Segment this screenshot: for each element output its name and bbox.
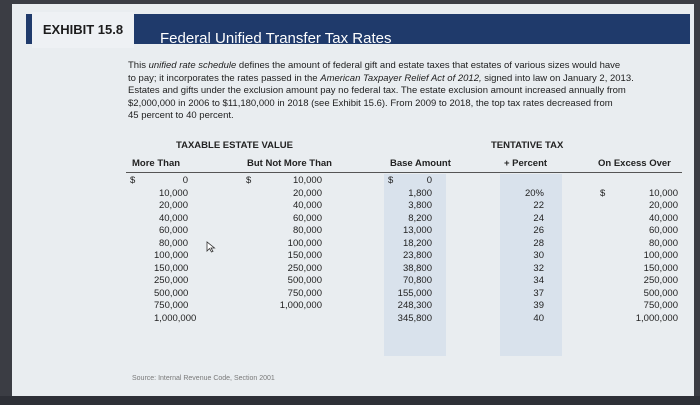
cell-more-than: 150,000 xyxy=(154,262,189,274)
table-row xyxy=(126,263,682,276)
cell-percent: 26 xyxy=(533,225,544,236)
intro-line2-italic: American Taxpayer Relief Act of 2012, xyxy=(320,72,482,84)
cell-more-than: 40,000 xyxy=(158,212,188,224)
cell-more-than: 250,000 xyxy=(154,275,189,286)
table-row xyxy=(126,313,682,326)
cell-percent: 30 xyxy=(533,250,544,261)
currency-sign-base-amount: $ xyxy=(388,175,394,186)
intro-line3: Estates and gifts under the exclusion amount pay no federal tax. The estate exclusion amount increased annually from xyxy=(128,85,626,96)
cell-excess-over: 1,000,000 xyxy=(635,312,678,324)
cell-not-more-than: 100,000 xyxy=(287,237,322,249)
cell-not-more-than: 20,000 xyxy=(292,187,322,199)
cell-not-more-than: 500,000 xyxy=(287,275,322,286)
cell-base-amount: 0 xyxy=(426,175,432,186)
cell-base-amount: 155,000 xyxy=(397,287,432,299)
cell-excess-over: 40,000 xyxy=(648,212,678,224)
cell-more-than: 0 xyxy=(182,175,188,186)
page-title: Federal Unified Transfer Tax Rates xyxy=(160,30,392,47)
cell-more-than: 1,000,000 xyxy=(154,312,197,324)
cell-base-amount: 38,800 xyxy=(402,262,432,274)
col-header-not-more-than: But Not More Than xyxy=(247,158,332,169)
cell-excess-over: 150,000 xyxy=(643,262,678,274)
cell-not-more-than: 150,000 xyxy=(287,250,322,261)
cell-base-amount: 13,000 xyxy=(402,225,432,236)
cell-more-than: 500,000 xyxy=(154,287,189,299)
cell-percent: 32 xyxy=(533,262,544,274)
col-header-percent: + Percent xyxy=(504,158,548,169)
table-row xyxy=(126,300,682,313)
col-header-more-than: More Than xyxy=(132,158,181,169)
cell-base-amount: 70,800 xyxy=(402,275,432,286)
cell-percent: 37 xyxy=(533,287,544,299)
cell-percent: 24 xyxy=(533,212,544,224)
cell-excess-over: 250,000 xyxy=(643,275,678,286)
cell-base-amount: 18,200 xyxy=(402,237,432,249)
cell-not-more-than: 80,000 xyxy=(292,225,322,236)
table-row xyxy=(126,188,682,201)
cell-not-more-than: 10,000 xyxy=(292,175,322,186)
cell-not-more-than: 1,000,000 xyxy=(279,300,322,311)
currency-sign-excess: $ xyxy=(600,187,606,199)
currency-sign-not-more-than: $ xyxy=(246,175,252,186)
group-header-tentative: TENTATIVE TAX xyxy=(491,140,564,151)
cell-more-than: 80,000 xyxy=(158,237,188,249)
exhibit-label: EXHIBIT 15.8 xyxy=(32,12,134,48)
cell-more-than: 750,000 xyxy=(154,300,189,311)
intro-line5: 45 percent to 40 percent. xyxy=(128,110,234,121)
intro-line1-post: defines the amount of federal gift and estate taxes that estates of various sizes would have xyxy=(236,60,621,71)
cell-excess-over: 500,000 xyxy=(643,287,678,299)
cell-percent: 40 xyxy=(533,312,544,324)
cell-excess-over: 100,000 xyxy=(643,250,678,261)
intro-line1-pre: This xyxy=(128,60,149,71)
table-row xyxy=(126,275,682,288)
table-row xyxy=(126,200,682,213)
table-row xyxy=(126,213,682,226)
cell-more-than: 20,000 xyxy=(158,200,188,211)
table-row xyxy=(126,175,682,188)
cell-excess-over: 20,000 xyxy=(648,200,678,211)
col-header-excess: On Excess Over xyxy=(598,158,671,169)
cell-not-more-than: 40,000 xyxy=(292,200,322,211)
cell-not-more-than: 60,000 xyxy=(292,212,322,224)
group-header-taxable: TAXABLE ESTATE VALUE xyxy=(176,140,293,151)
cell-base-amount: 8,200 xyxy=(408,212,432,224)
cell-percent: 34 xyxy=(533,275,544,286)
cell-base-amount: 1,800 xyxy=(408,187,432,199)
header-rule xyxy=(126,172,682,173)
document-page xyxy=(12,4,694,396)
cell-excess-over: 10,000 xyxy=(648,187,678,199)
cell-percent: 22 xyxy=(533,200,544,211)
cell-percent: 39 xyxy=(533,300,544,311)
cell-excess-over: 60,000 xyxy=(648,225,678,236)
intro-line2-pre: to pay; it incorporates the rates passed in the xyxy=(128,72,321,84)
column-header-row xyxy=(126,158,682,173)
intro-paragraph xyxy=(128,60,668,123)
cell-not-more-than: 750,000 xyxy=(287,287,322,299)
currency-sign-more-than: $ xyxy=(130,175,136,186)
cell-percent: 20% xyxy=(524,187,544,199)
source-note: Source: Internal Revenue Code, Section 2001 xyxy=(132,375,275,382)
cell-excess-over: 80,000 xyxy=(648,237,678,249)
table-row xyxy=(126,225,682,238)
cell-more-than: 100,000 xyxy=(154,250,189,261)
cell-base-amount: 345,800 xyxy=(397,312,432,324)
cell-base-amount: 3,800 xyxy=(408,200,432,211)
intro-line2-post: signed into law on January 2, 2013. xyxy=(481,72,634,84)
table-row xyxy=(126,288,682,301)
cell-percent: 28 xyxy=(533,237,544,249)
cell-more-than: 10,000 xyxy=(158,187,188,199)
cell-not-more-than: 250,000 xyxy=(287,262,322,274)
intro-line1-italic: unified rate schedule xyxy=(148,60,237,71)
cell-base-amount: 23,800 xyxy=(402,250,432,261)
mouse-cursor-icon xyxy=(206,241,216,253)
col-header-base-amount: Base Amount xyxy=(390,158,451,169)
cell-more-than: 60,000 xyxy=(158,225,188,236)
screen-bottom-bezel xyxy=(0,396,700,405)
intro-line4: $2,000,000 in 2006 to $11,180,000 in 2018 (see Exhibit 15.6). From 2009 to 2018, the top tax rates decreased from xyxy=(128,97,613,109)
cell-base-amount: 248,300 xyxy=(397,300,432,311)
cell-excess-over: 750,000 xyxy=(643,300,678,311)
